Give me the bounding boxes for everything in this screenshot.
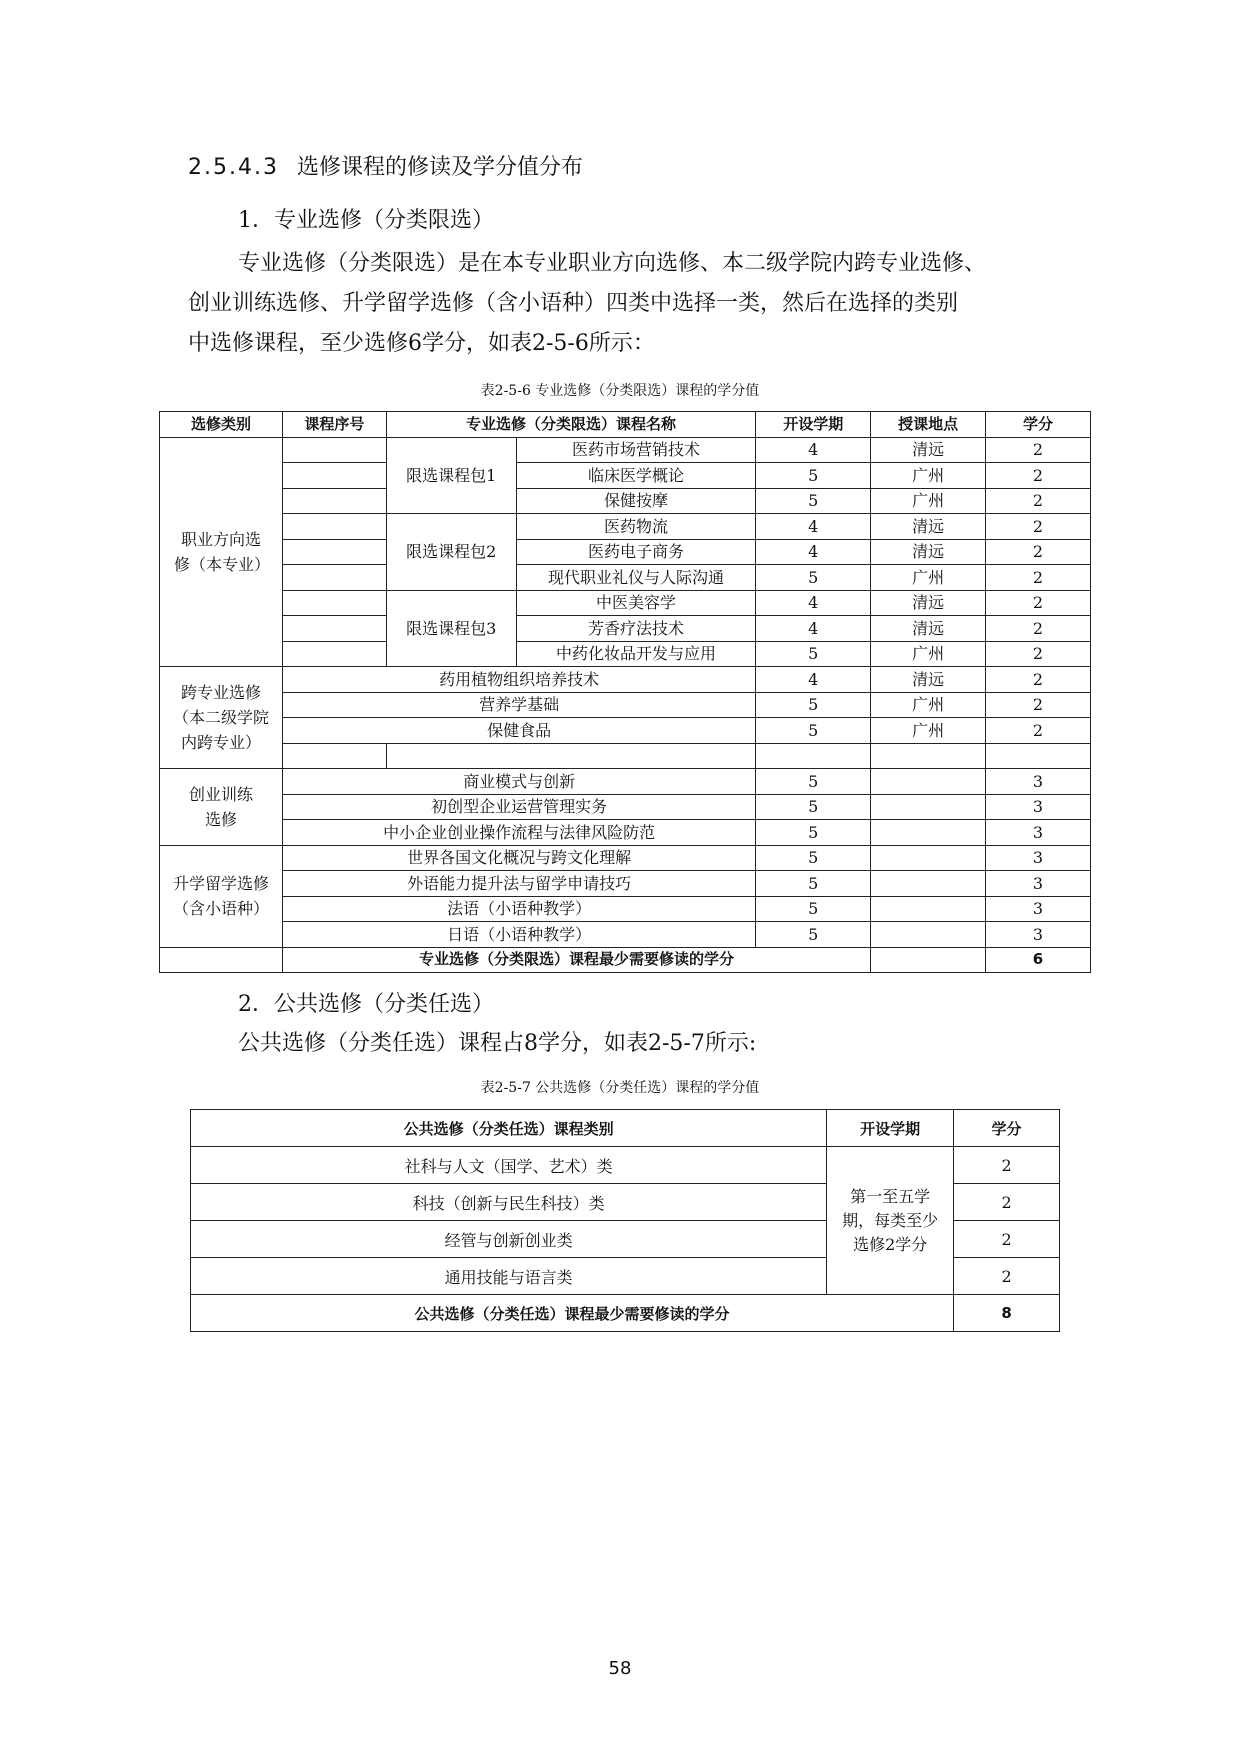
course-place xyxy=(871,845,986,871)
course-place: 清远 xyxy=(871,590,986,616)
course-place: 清远 xyxy=(871,437,986,463)
course-term: 4 xyxy=(756,514,871,540)
course-name: 中药化妆品开发与应用 xyxy=(516,641,756,667)
course-term: 4 xyxy=(756,539,871,565)
public-elective-table xyxy=(190,1109,1060,1332)
course-credit: 2 xyxy=(986,539,1091,565)
course-term xyxy=(756,743,871,769)
subsection-title-2: 2．公共选修（分类任选） xyxy=(238,992,494,1017)
table-row xyxy=(160,488,1091,514)
paragraph-line: 创业训练选修、升学留学选修（含小语种）四类中选择一类，然后在选择的类别 xyxy=(188,291,959,316)
course-place: 清远 xyxy=(871,667,986,693)
course-credit: 3 xyxy=(986,922,1091,948)
course-term: 4 xyxy=(756,667,871,693)
table-row xyxy=(160,514,1091,540)
course-term: 5 xyxy=(756,922,871,948)
course-name: 保健食品 xyxy=(282,718,755,744)
table-row xyxy=(160,769,1091,795)
package-cell: 限选课程包1 xyxy=(386,437,516,514)
course-place xyxy=(871,820,986,846)
course-place: 广州 xyxy=(871,692,986,718)
course-name: 中医美容学 xyxy=(516,590,756,616)
col-header: 专业选修（分类限选）课程名称 xyxy=(386,412,756,438)
course-term: 5 xyxy=(756,896,871,922)
category-cell: 创业训练选修 xyxy=(160,769,283,846)
course-term: 5 xyxy=(756,641,871,667)
course-term: 5 xyxy=(756,565,871,591)
course-place xyxy=(871,769,986,795)
table-total-row xyxy=(191,1295,1060,1332)
category-cell: 职业方向选修（本专业） xyxy=(160,437,283,667)
course-term: 5 xyxy=(756,820,871,846)
col-header: 授课地点 xyxy=(871,412,986,438)
table-row xyxy=(160,437,1091,463)
course-name: 芳香疗法技术 xyxy=(516,616,756,642)
course-name: 世界各国文化概况与跨文化理解 xyxy=(282,845,755,871)
table-row xyxy=(160,667,1091,693)
category-name: 科技（创新与民生科技）类 xyxy=(191,1184,827,1221)
category-credit: 2 xyxy=(954,1147,1060,1184)
subsection-title-1: 1．专业选修（分类限选） xyxy=(238,208,494,233)
course-credit: 2 xyxy=(986,565,1091,591)
category-credit: 2 xyxy=(954,1258,1060,1295)
table-total-row xyxy=(160,947,1091,973)
course-place: 广州 xyxy=(871,488,986,514)
section-title: 选修课程的修读及学分值分布 xyxy=(296,155,583,180)
table-row xyxy=(160,718,1091,744)
col-header: 公共选修（分类任选）课程类别 xyxy=(191,1110,827,1147)
course-name: 法语（小语种教学） xyxy=(282,896,755,922)
course-term: 5 xyxy=(756,769,871,795)
table-header-row xyxy=(191,1110,1060,1147)
table-row xyxy=(160,565,1091,591)
section-heading xyxy=(188,150,583,181)
course-credit: 2 xyxy=(986,718,1091,744)
course-name: 中小企业创业操作流程与法律风险防范 xyxy=(282,820,755,846)
package-cell: 限选课程包3 xyxy=(386,590,516,667)
course-credit: 2 xyxy=(986,692,1091,718)
course-place xyxy=(871,896,986,922)
course-credit: 2 xyxy=(986,590,1091,616)
total-label: 专业选修（分类限选）课程最少需要修读的学分 xyxy=(282,947,870,973)
table-header-row xyxy=(160,412,1091,438)
category-cell: 升学留学选修（含小语种） xyxy=(160,845,283,947)
course-term: 5 xyxy=(756,488,871,514)
table-row xyxy=(160,794,1091,820)
course-term: 5 xyxy=(756,845,871,871)
course-credit: 2 xyxy=(986,488,1091,514)
course-name: 现代职业礼仪与人际沟通 xyxy=(516,565,756,591)
col-header: 开设学期 xyxy=(756,412,871,438)
course-place: 广州 xyxy=(871,565,986,591)
course-term: 5 xyxy=(756,692,871,718)
table-row xyxy=(160,463,1091,489)
course-name: 日语（小语种教学） xyxy=(282,922,755,948)
table-row xyxy=(160,590,1091,616)
paragraph-line: 专业选修（分类限选）是在本专业职业方向选修、本二级学院内跨专业选修、 xyxy=(238,251,987,276)
col-header: 开设学期 xyxy=(827,1110,954,1147)
course-name: 药用植物组织培养技术 xyxy=(282,667,755,693)
course-term: 4 xyxy=(756,590,871,616)
course-term: 5 xyxy=(756,871,871,897)
course-place xyxy=(871,743,986,769)
course-name: 保健按摩 xyxy=(516,488,756,514)
elective-table xyxy=(159,411,1091,973)
table-row xyxy=(160,616,1091,642)
course-credit: 3 xyxy=(986,845,1091,871)
course-name: 商业模式与创新 xyxy=(282,769,755,795)
course-name: 医药电子商务 xyxy=(516,539,756,565)
course-name: 外语能力提升法与留学申请技巧 xyxy=(282,871,755,897)
course-credit: 2 xyxy=(986,463,1091,489)
course-credit: 2 xyxy=(986,641,1091,667)
course-place: 广州 xyxy=(871,463,986,489)
table-row xyxy=(160,845,1091,871)
total-label: 公共选修（分类任选）课程最少需要修读的学分 xyxy=(191,1295,954,1332)
col-header: 选修类别 xyxy=(160,412,283,438)
table-row xyxy=(160,820,1091,846)
total-credit: 8 xyxy=(954,1295,1060,1332)
table-caption-2: 表2-5-7 公共选修（分类任选）课程的学分值 xyxy=(480,1080,760,1096)
table-row xyxy=(160,871,1091,897)
course-place: 广州 xyxy=(871,718,986,744)
table-caption-1: 表2-5-6 专业选修（分类限选）课程的学分值 xyxy=(480,383,760,399)
course-place: 清远 xyxy=(871,616,986,642)
course-place: 广州 xyxy=(871,641,986,667)
course-credit: 2 xyxy=(986,667,1091,693)
course-place: 清远 xyxy=(871,514,986,540)
course-term: 5 xyxy=(756,794,871,820)
course-place xyxy=(871,794,986,820)
course-credit: 2 xyxy=(986,616,1091,642)
paragraph-line: 中选修课程，至少选修6学分，如表2-5-6所示： xyxy=(188,331,655,356)
course-credit: 3 xyxy=(986,820,1091,846)
category-cell: 跨专业选修（本二级学院内跨专业） xyxy=(160,667,283,769)
course-place: 清远 xyxy=(871,539,986,565)
table-row xyxy=(160,743,1091,769)
semester-note: 第一至五学期，每类至少选修2学分 xyxy=(827,1147,954,1295)
category-credit: 2 xyxy=(954,1184,1060,1221)
course-credit: 3 xyxy=(986,794,1091,820)
course-term: 5 xyxy=(756,463,871,489)
course-name: 医药市场营销技术 xyxy=(516,437,756,463)
total-credit: 6 xyxy=(986,947,1091,973)
course-place xyxy=(871,871,986,897)
course-credit: 3 xyxy=(986,896,1091,922)
category-credit: 2 xyxy=(954,1221,1060,1258)
course-name xyxy=(386,743,756,769)
course-term: 4 xyxy=(756,616,871,642)
page-number: 58 xyxy=(608,1658,632,1679)
col-header: 学分 xyxy=(954,1110,1060,1147)
course-term: 4 xyxy=(756,437,871,463)
table-row xyxy=(160,539,1091,565)
category-name: 社科与人文（国学、艺术）类 xyxy=(191,1147,827,1184)
category-name: 通用技能与语言类 xyxy=(191,1258,827,1295)
course-term: 5 xyxy=(756,718,871,744)
course-credit: 3 xyxy=(986,871,1091,897)
paragraph-1 xyxy=(188,244,1068,364)
course-name: 临床医学概论 xyxy=(516,463,756,489)
package-cell: 限选课程包2 xyxy=(386,514,516,591)
course-place xyxy=(871,922,986,948)
course-credit: 2 xyxy=(986,437,1091,463)
course-credit: 2 xyxy=(986,514,1091,540)
course-credit: 3 xyxy=(986,769,1091,795)
course-name: 医药物流 xyxy=(516,514,756,540)
table-row xyxy=(160,692,1091,718)
paragraph-2: 公共选修（分类任选）课程占8学分，如表2-5-7所示: xyxy=(238,1031,757,1056)
category-name: 经管与创新创业类 xyxy=(191,1221,827,1258)
section-number: 2.5.4.3 xyxy=(188,155,279,180)
col-header: 学分 xyxy=(986,412,1091,438)
course-credit xyxy=(986,743,1091,769)
table-row xyxy=(191,1147,1060,1184)
table-row xyxy=(160,896,1091,922)
table-row xyxy=(160,922,1091,948)
course-name: 初创型企业运营管理实务 xyxy=(282,794,755,820)
course-name: 营养学基础 xyxy=(282,692,755,718)
table-row xyxy=(160,641,1091,667)
col-header: 课程序号 xyxy=(282,412,386,438)
